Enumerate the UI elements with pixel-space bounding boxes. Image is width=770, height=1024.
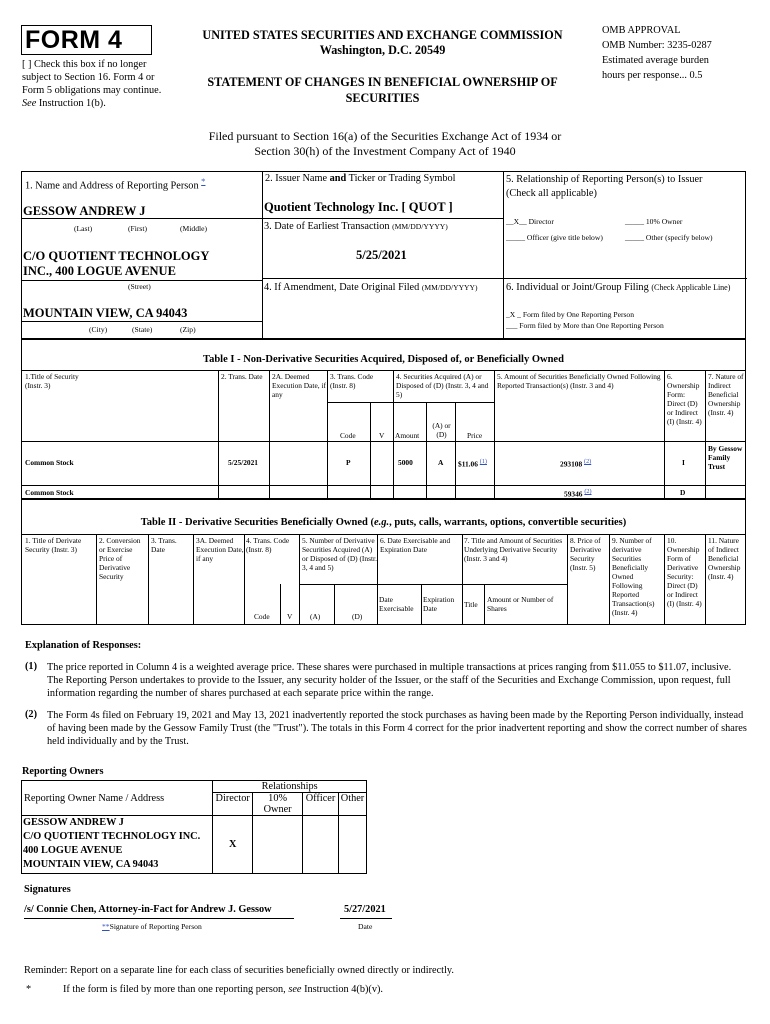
t1-h1-line1: 1.Title of Security	[25, 372, 79, 381]
t1-row1-owned-footnote[interactable]: (2)	[584, 459, 592, 465]
star-note-pre: If the form is filed by more than one reporting person,	[63, 984, 286, 995]
ro-owner-line1: GESSOW ANDREW J	[23, 817, 124, 828]
box5-label	[506, 173, 702, 201]
signer-text: /s/ Connie Chen, Attorney-in-Fact for Andrew J. Gessow	[24, 904, 272, 915]
t1-h3: 3. Trans. Code (Instr. 8)	[330, 372, 374, 390]
t1-h5: 5. Amount of Securities Beneficially Owned Following Reported Transaction(s) (Instr. 3 and 4)	[497, 372, 661, 390]
one-person-filing[interactable]: _X _ Form filed by One Reporting Person	[506, 310, 635, 319]
t1-row1-amount: 5000	[398, 458, 413, 467]
ro-officer-mark	[303, 816, 339, 874]
t2-h10: 10. Ownership Form of Derivative Security: Direct (D) or Indirect (I) (Instr. 4)	[667, 536, 702, 608]
footnote2-number: (2)	[25, 709, 38, 720]
t2-sub-expiration: Expiration Date	[423, 595, 455, 613]
street-label: (Street)	[128, 282, 151, 291]
t1-row2-title: Common Stock	[25, 488, 74, 497]
box2-label-and: and	[329, 173, 347, 184]
t2-sub-d: (D)	[352, 612, 363, 621]
t1-row1-owned	[560, 458, 591, 468]
table2-title	[22, 517, 745, 528]
ten-percent-owner-check[interactable]: _____ 10% Owner	[625, 217, 683, 226]
box2-label-post: Ticker or Trading Symbol	[348, 173, 456, 184]
box4-label	[264, 282, 478, 293]
agency-heading	[175, 28, 590, 58]
filed-pursuant	[150, 129, 620, 159]
star-note-post: Instruction 4(b)(v).	[304, 984, 383, 995]
t1-sub-aord: (A) or (D)	[432, 421, 451, 439]
agency-line2: Washington, D.C. 20549	[319, 43, 446, 57]
box3-label	[264, 221, 448, 232]
t1-row2-owned-footnote[interactable]: (2)	[584, 489, 592, 495]
signature-label	[102, 922, 202, 931]
box3-label-fmt: (MM/DD/YYYY)	[392, 222, 448, 231]
box2-label-pre: 2. Issuer Name	[265, 173, 328, 184]
t1-h1-line2: (Instr. 3)	[25, 381, 51, 390]
ro-col-relationships: Relationships	[213, 781, 367, 793]
t2-h2: 2. Conversion or Exercise Price of Derivative Security	[99, 536, 141, 581]
ro-owner-line2: C/O QUOTIENT TECHNOLOGY INC.	[23, 831, 201, 842]
box1-label-text: 1. Name and Address of Reporting Person	[25, 180, 199, 192]
ro-col-owner: 10% Owner	[253, 793, 303, 816]
t2-title-post: , puts, calls, warrants, options, convertible securities)	[389, 517, 627, 528]
t1-sub-code: Code	[340, 431, 356, 440]
t2-h8: 8. Price of Derivative Security (Instr. 5)	[570, 536, 602, 572]
check-note-tail: Instruction 1(b).	[38, 98, 106, 109]
box5-label-line2: (Check all applicable)	[506, 188, 597, 199]
t2-h3a: 3A. Deemed Execution Date, if any	[196, 536, 244, 563]
other-check[interactable]: _____ Other (specify below)	[625, 233, 713, 242]
t1-row2-form: D	[680, 488, 686, 497]
date-label: Date	[358, 922, 373, 931]
box3-label-text: 3. Date of Earliest Transaction	[264, 221, 390, 232]
ro-col-officer: Officer	[303, 793, 339, 816]
check-note-see: See	[22, 98, 37, 109]
ro-owner-line4: MOUNTAIN VIEW, CA 94043	[23, 859, 159, 870]
director-check[interactable]: __X__ Director	[506, 217, 554, 226]
t1-sub-price: Price	[467, 431, 483, 440]
filed-line1: Filed pursuant to Section 16(a) of the Securities Exchange Act of 1934 or	[208, 129, 562, 143]
city-label: (City)	[89, 325, 108, 334]
reporting-person-grid	[21, 171, 746, 339]
box6-label-text: 6. Individual or Joint/Group Filing	[506, 282, 649, 293]
state-label: (State)	[132, 325, 153, 334]
t2-sub-code: Code	[254, 612, 270, 621]
star-marker: *	[26, 984, 32, 995]
star-note	[63, 984, 383, 995]
t1-h2: 2. Trans. Date	[221, 372, 263, 381]
t2-h6: 6. Date Exercisable and Expiration Date	[380, 536, 451, 554]
t1-h2a: 2A. Deemed Execution Date, if any	[272, 372, 326, 399]
t1-sub-amount: Amount	[395, 431, 420, 440]
t1-row1-form: I	[682, 458, 685, 467]
t2-h1: 1. Title of Derivate Security (Instr. 3)	[25, 536, 82, 554]
middle-label: (Middle)	[180, 224, 207, 233]
t1-h1	[25, 372, 215, 390]
statement-line1: STATEMENT OF CHANGES IN BENEFICIAL OWNERSHIP OF	[207, 75, 558, 89]
issuer-name: Quotient Technology Inc. [ QUOT ]	[264, 200, 453, 214]
signatures-title: Signatures	[24, 884, 71, 895]
form-title: FORM 4	[25, 26, 123, 54]
t2-title-eg: e.g.	[373, 517, 390, 528]
street-line2: INC., 400 LOGUE AVENUE	[23, 264, 176, 278]
omb-line3: Estimated average burden	[602, 55, 709, 66]
box5-label-line1: 5. Relationship of Reporting Person(s) to Issuer	[506, 174, 703, 185]
reporter-name: GESSOW ANDREW J	[23, 204, 146, 218]
ro-col-other: Other	[339, 793, 367, 816]
t2-h9: 9. Number of derivative Securities Beneficially Owned Following Reported Transaction(s) (Instr. 4)	[612, 536, 655, 617]
omb-approval	[602, 23, 762, 83]
explanation-title: Explanation of Responses:	[25, 640, 142, 651]
last-label: (Last)	[74, 224, 93, 233]
zip-label: (Zip)	[180, 325, 196, 334]
reporting-owners-title: Reporting Owners	[22, 766, 104, 777]
reporting-owners-table	[21, 780, 367, 874]
box4-label-fmt: (MM/DD/YYYY)	[421, 283, 478, 292]
form-title-box	[21, 25, 152, 55]
t2-sub-amount: Amount or Number of Shares	[487, 595, 554, 613]
t1-sub-v: V	[379, 431, 385, 440]
check-note-text: [ ] Check this box if no longer subject to Section 16. Form 4 or Form 5 obligations may continue.	[22, 59, 162, 96]
box4-label-text: 4. If Amendment, Date Original Filed	[264, 282, 420, 293]
ro-other-mark	[339, 816, 367, 874]
signature-label-text: Signature of Reporting Person	[109, 922, 202, 931]
t1-row1-price	[458, 458, 487, 468]
agency-line1: UNITED STATES SECURITIES AND EXCHANGE COMMISSION	[202, 28, 563, 42]
t1-row1-title: Common Stock	[25, 458, 74, 467]
ro-owner-line3: 400 LOGUE AVENUE	[23, 845, 123, 856]
t2-h7: 7. Title and Amount of Securities Underlying Derivative Security (Instr. 3 and 4)	[464, 536, 563, 563]
t2-h3: 3. Trans. Date	[151, 536, 177, 554]
t1-row1-nature: By Gessow Family Trust	[708, 444, 743, 471]
section16-checkbox-note[interactable]	[22, 58, 172, 110]
t2-title-pre: Table II - Derivative Securities Beneficially Owned (	[140, 517, 374, 528]
footnote1-text: The price reported in Column 4 is a weighted average price. These shares were purchased in multiple transactions at prices ranging from $11.055 to $11.07, inclusive. The Reporting Person undertakes to provide to the Issuer, any security holder of the Issuer, or the staff of the Securities and Exchange Commission, upon request, full information regarding the number of shares purchased at each separate price within the range.	[47, 662, 732, 699]
filed-line2: Section 30(h) of the Investment Company Act of 1940	[254, 144, 516, 158]
table-derivative	[21, 499, 746, 625]
ro-owner-cell	[22, 816, 213, 874]
t1-row1-owned-value: 293108	[560, 459, 583, 469]
omb-line2: OMB Number: 3235-0287	[602, 40, 712, 51]
t2-sub-a: (A)	[310, 612, 321, 621]
box6-label-note: (Check Applicable Line)	[651, 283, 731, 292]
ro-director-mark: X	[213, 816, 253, 874]
box1-label	[25, 176, 205, 191]
t1-row2-owned	[564, 488, 592, 498]
multi-person-filing[interactable]: ___ Form filed by More than One Reporting Person	[506, 321, 664, 330]
street-line1: C/O QUOTIENT TECHNOLOGY	[23, 249, 210, 263]
box1-marker[interactable]: *	[201, 176, 206, 186]
t1-row1-date: 5/25/2021	[228, 458, 258, 467]
reporter-street	[23, 249, 209, 279]
statement-heading	[175, 74, 590, 106]
earliest-transaction-date: 5/25/2021	[356, 248, 407, 262]
t1-row2-owned-value: 59346	[564, 489, 583, 499]
footnote2-text: The Form 4s filed on February 19, 2021 and May 13, 2021 inadvertently reported the stock purchases as having been made by the Reporting Person individually, instead of having been made by the Gessow Family Trust (the "Trust"). The totals in this Form 4 correct for the prior inadvertent reporting and show the correct number of shares held individually and by the Trust.	[47, 710, 747, 747]
first-label: (First)	[128, 224, 147, 233]
t1-h7: 7. Nature of Indirect Beneficial Ownership (Instr. 4)	[708, 372, 744, 417]
footnote1-number: (1)	[25, 661, 38, 672]
reminder-text: Reminder: Report on a separate line for each class of securities beneficially owned directly or indirectly.	[24, 965, 454, 976]
signature-marker[interactable]: **	[102, 922, 110, 931]
t2-h4: 4. Trans. Code (Instr. 8)	[246, 536, 290, 554]
ro-col-director: Director	[213, 793, 253, 816]
omb-line4: hours per response... 0.5	[602, 70, 703, 81]
t2-sub-exercisable: Date Exercisable	[379, 595, 414, 613]
table1-title: Table I - Non-Derivative Securities Acquired, Disposed of, or Beneficially Owned	[203, 354, 564, 365]
table-non-derivative	[21, 339, 746, 499]
t1-h4: 4. Securities Acquired (A) or Disposed of (D) (Instr. 3, 4 and 5)	[396, 372, 489, 399]
t1-row1-price-footnote[interactable]: (1)	[479, 459, 487, 465]
t1-h6: 6. Ownership Form: Direct (D) or Indirect (I) (Instr. 4)	[667, 372, 702, 426]
box2-label	[265, 173, 456, 184]
reporter-city: MOUNTAIN VIEW, CA 94043	[23, 306, 188, 320]
officer-check[interactable]: _____ Officer (give title below)	[506, 233, 603, 242]
signature-date: 5/27/2021	[344, 904, 386, 915]
t1-row1-aord: A	[438, 458, 444, 467]
statement-line2: SECURITIES	[345, 91, 420, 105]
t2-sub-title: Title	[464, 600, 478, 609]
t1-row1-price-value: $11.06	[458, 459, 478, 469]
ro-owner-mark	[253, 816, 303, 874]
star-note-see: see	[288, 984, 302, 995]
t2-sub-v: V	[287, 612, 293, 621]
box6-label	[506, 282, 730, 293]
t2-h11: 11. Nature of Indirect Beneficial Ownership (Instr. 4)	[708, 536, 741, 581]
omb-line1: OMB APPROVAL	[602, 25, 681, 36]
ro-col-name: Reporting Owner Name / Address	[22, 781, 213, 816]
t2-h5: 5. Number of Derivative Securities Acquired (A) or Disposed of (D) (Instr. 3, 4 and 5)	[302, 536, 377, 572]
t1-row1-code: P	[346, 458, 351, 467]
